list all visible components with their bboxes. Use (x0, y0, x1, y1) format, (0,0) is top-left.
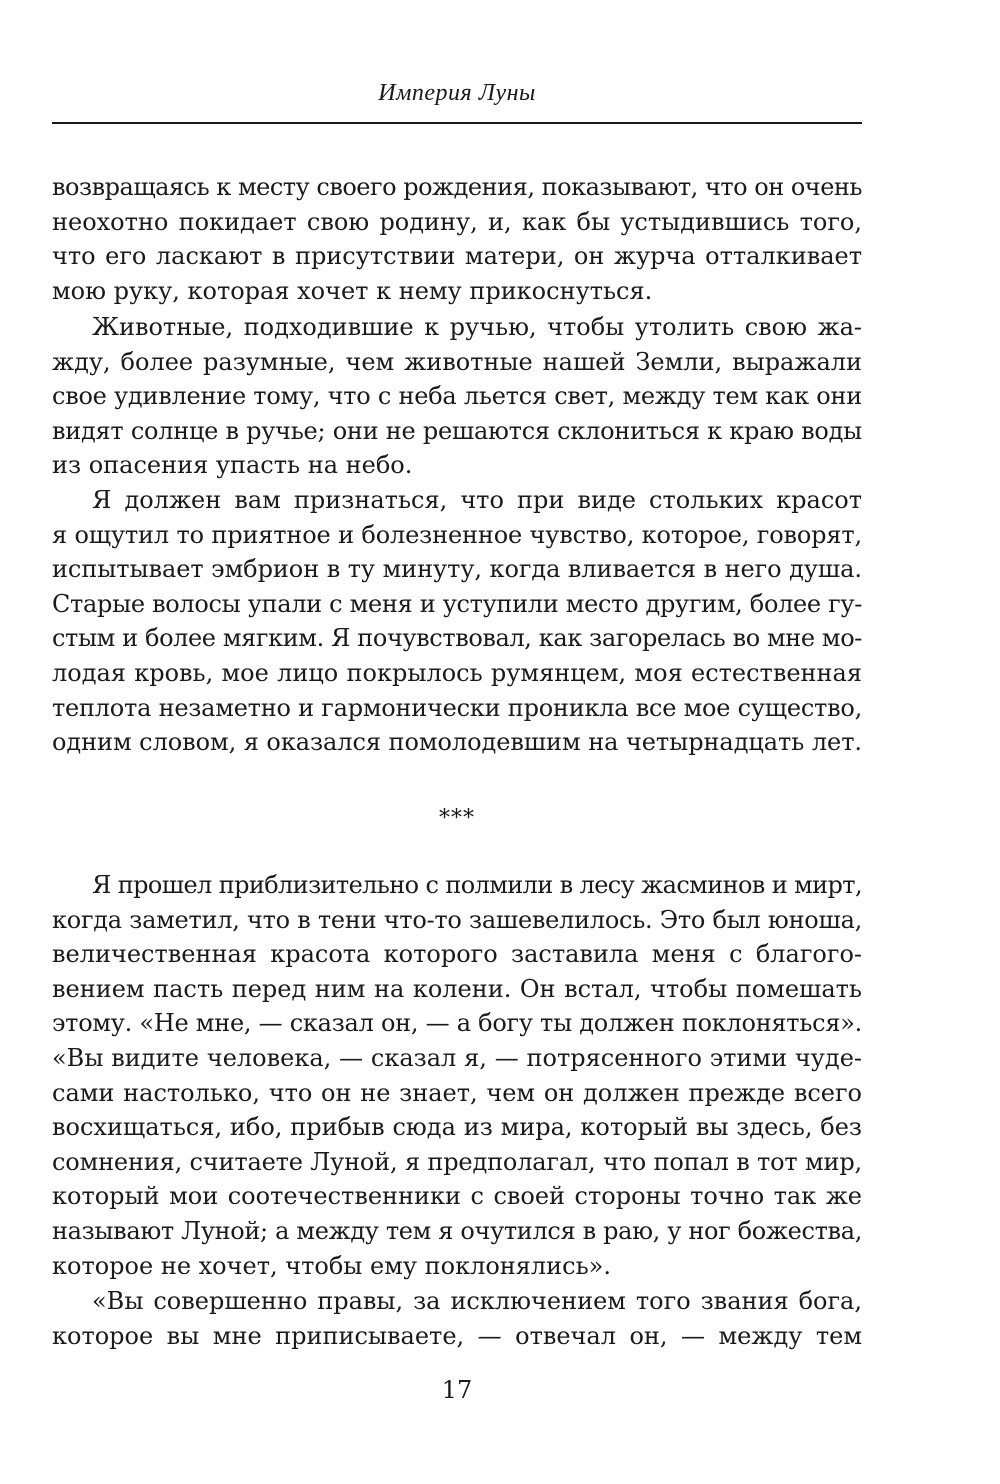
text-line: когда заметил, что в тени что-то зашевелилось. Это был юноша, (52, 905, 863, 934)
text-line: называют Луной; а между тем я очутился в раю, у ног божества, (52, 1216, 862, 1245)
running-head: Империя Луны (378, 80, 536, 106)
text-line: которое не хочет, чтобы ему поклонялись». (52, 1251, 611, 1280)
text-line: величественная красота которого заставила меня с благого- (52, 940, 862, 969)
text-line: видят солнце в ручье; они не решаются склониться к краю воды (52, 416, 862, 445)
text-line: что его ласкают в присутствии матери, он журча отталкивает (52, 242, 862, 271)
text-line: «Вы видите человека, — сказал я, — потрясенного этими чуде- (52, 1043, 862, 1072)
text-line: свое удивление тому, что с неба льется свет, между тем как они (52, 382, 862, 411)
text-line: сомнения, считаете Луной, я предполагал, что попал в тот мир, (52, 1147, 862, 1176)
text-line: стым и более мягким. Я почувствовал, как загорелась во мне мо- (52, 624, 862, 653)
text-line: «Вы совершенно правы, за исключением того звания бога, (92, 1287, 862, 1315)
paragraph (52, 483, 862, 760)
text-line: вением пасть перед ним на колени. Он встал, чтобы помешать (52, 974, 862, 1003)
text-line: Животные, подходившие к ручью, чтобы утолить свою жа- (92, 313, 862, 341)
text-line: Старые волосы упали с меня и уступили место другим, более гу- (52, 589, 863, 618)
text-line: Я должен вам признаться, что при виде стольких красот (92, 486, 862, 514)
text-line: восхищаться, ибо, прибыв сюда из мира, который вы здесь, без (52, 1113, 862, 1142)
text-line: мою руку, которая хочет к нему прикоснуться. (52, 276, 653, 305)
text-line: возвращаясь к месту своего рождения, показывают, что он очень (52, 173, 862, 201)
text-line: из опасения упасть на небо. (52, 451, 413, 480)
text-line: этому. «Не мне, — сказал он, — а богу ты должен поклоняться». (52, 1009, 862, 1038)
paragraph (52, 868, 862, 1283)
text-line: одним словом, я оказался помолодевшим на четырнадцать лет. (52, 728, 862, 757)
text-line: неохотно покидает свою родину, и, как бы устыдившись того, (52, 207, 862, 236)
paragraph (52, 1284, 862, 1353)
text-line: жду, более разумные, чем животные нашей Земли, выражали (52, 347, 862, 376)
text-line: лодая кровь, мое лицо покрылось румянцем, моя естественная (52, 658, 862, 687)
section-separator: *** (439, 806, 475, 831)
text-line: теплота незаметно и гармонически проникла все мое существо, (52, 693, 862, 722)
text-line: сами настолько, что он не знает, чем он должен прежде всего (52, 1078, 862, 1107)
page-number: 17 (441, 1376, 473, 1404)
header-rule (52, 122, 862, 124)
text-line: Я прошел приблизительно с полмили в лесу жасминов и мирт, (92, 871, 862, 899)
paragraph (52, 170, 862, 308)
paragraph (52, 310, 862, 483)
text-line: который мои соотечественники с своей стороны точно так же (52, 1182, 862, 1211)
text-line: я ощутил то приятное и болезненное чувство, которое, говорят, (52, 520, 862, 549)
text-line: испытывает эмбрион в ту минуту, когда вливается в него душа. (52, 555, 862, 584)
text-line: которое вы мне приписываете, — отвечал он, — между тем (52, 1321, 862, 1350)
